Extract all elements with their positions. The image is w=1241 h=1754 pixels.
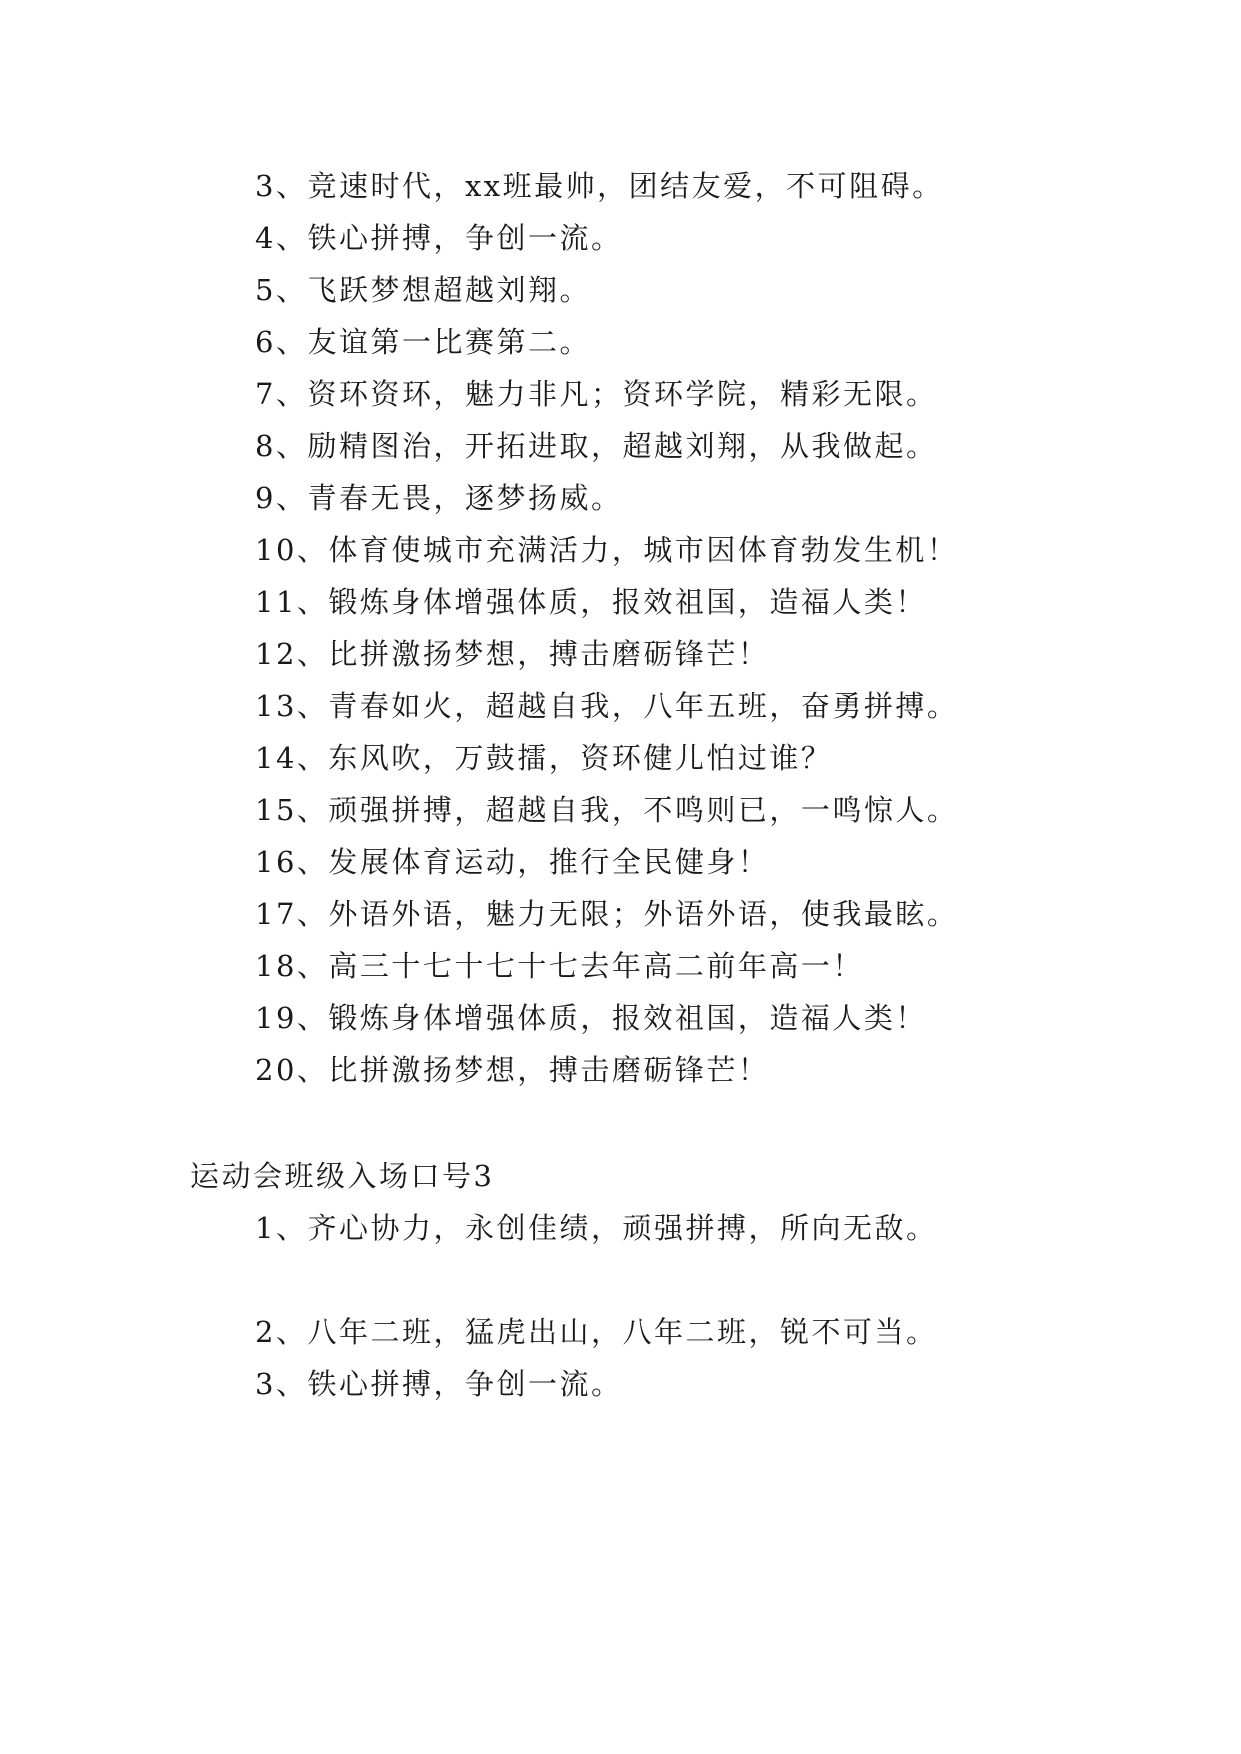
slogan-item: 2、八年二班，猛虎出山，八年二班，锐不可当。 (255, 1315, 938, 1349)
slogan-item: 19、锻炼身体增强体质，报效祖国，造福人类！ (255, 1001, 927, 1035)
slogan-item: 12、比拼激扬梦想，搏击磨砺锋芒！ (255, 637, 770, 671)
slogan-item: 16、发展体育运动，推行全民健身！ (255, 845, 770, 879)
slogan-item: 4、铁心拼搏，争创一流。 (255, 221, 623, 255)
slogan-item: 17、外语外语，魅力无限；外语外语，使我最眩。 (255, 897, 959, 931)
slogan-item: 8、励精图治，开拓进取，超越刘翔，从我做起。 (255, 429, 938, 463)
section-heading: 运动会班级入场口号3 (190, 1159, 495, 1193)
slogan-item: 7、资环资环，魅力非凡；资环学院，精彩无限。 (255, 377, 938, 411)
slogan-item: 18、高三十七十七十七去年高二前年高一！ (255, 949, 864, 983)
slogan-item: 5、飞跃梦想超越刘翔。 (255, 273, 591, 307)
slogan-item: 3、铁心拼搏，争创一流。 (255, 1367, 623, 1401)
slogan-item: 13、青春如火，超越自我，八年五班，奋勇拼搏。 (255, 689, 959, 723)
slogan-item: 3、竞速时代，xx班最帅，团结友爱，不可阻碍。 (255, 169, 944, 203)
slogan-item: 20、比拼激扬梦想，搏击磨砺锋芒！ (255, 1053, 770, 1087)
slogan-item: 11、锻炼身体增强体质，报效祖国，造福人类！ (255, 585, 927, 619)
slogan-item: 1、齐心协力，永创佳绩，顽强拼搏，所向无敌。 (255, 1211, 938, 1245)
slogan-item: 14、东风吹，万鼓擂，资环健儿怕过谁？ (255, 741, 833, 775)
slogan-item: 6、友谊第一比赛第二。 (255, 325, 591, 359)
slogan-item: 15、顽强拼搏，超越自我，不鸣则已，一鸣惊人。 (255, 793, 959, 827)
slogan-item: 10、体育使城市充满活力，城市因体育勃发生机！ (255, 533, 959, 567)
slogan-item: 9、青春无畏，逐梦扬威。 (255, 481, 623, 515)
